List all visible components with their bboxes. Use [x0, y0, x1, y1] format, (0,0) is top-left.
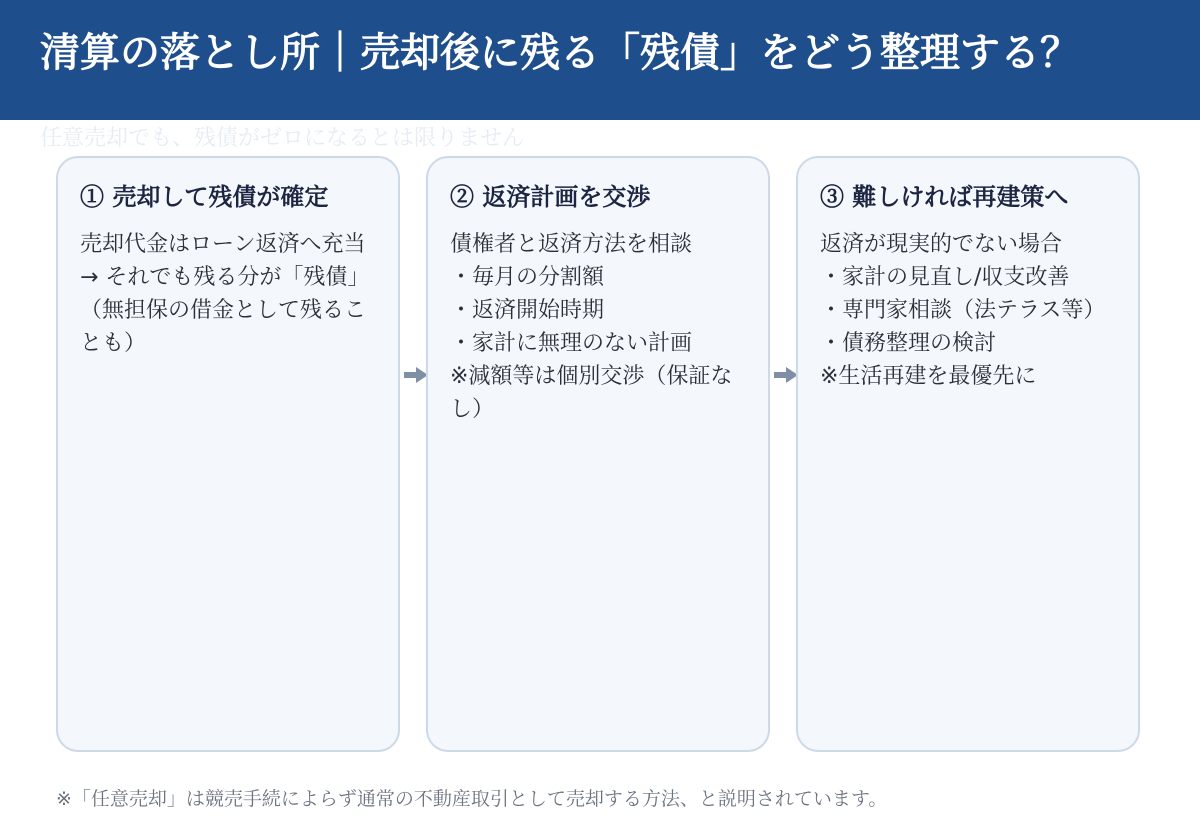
step-card-3-line: ・債務整理の検討 — [820, 331, 997, 356]
step-card-3-title: ③ 難しければ再建策へ — [820, 182, 1069, 211]
step-card-2-title: ② 返済計画を交渉 — [450, 182, 651, 211]
step-card-3-line: ※生活再建を最優先に — [820, 364, 1037, 389]
step-card-1 — [56, 156, 400, 752]
step-card-2-line: ・家計に無理のない計画 — [450, 331, 693, 356]
step-card-1-line: （無担保の借金として残ることも） — [80, 298, 367, 356]
arrow-right-icon — [774, 365, 798, 385]
step-card-1-line: → それでも残る分が「残債」 — [80, 265, 370, 290]
footnote: ※「任意売却」は競売手続によらず通常の不動産取引として売却する方法、と説明されています。 — [56, 788, 888, 810]
step-card-1-lines — [80, 228, 378, 360]
step-card-2-line: ※減額等は個別交渉（保証なし） — [450, 364, 733, 422]
step-card-2-line: 債権者と返済方法を相談 — [450, 232, 693, 257]
step-card-3 — [796, 156, 1140, 752]
page-subtitle: 任意売却でも、残債がゼロになるとは限りません — [40, 126, 525, 151]
step-card-1-title: ① 売却して残債が確定 — [80, 182, 329, 211]
step-card-3-lines — [820, 228, 1118, 393]
page-title: 清算の落とし所｜売却後に残る「残債」をどう整理する？ — [40, 29, 1080, 76]
step-card-2-line: ・返済開始時期 — [450, 298, 605, 323]
step-card-2-line: ・毎月の分割額 — [450, 265, 605, 290]
step-card-3-line: ・家計の見直し/収支改善 — [820, 265, 1070, 290]
step-card-2-lines — [450, 228, 748, 426]
step-card-3-line: ・専門家相談（法テラス等） — [820, 298, 1106, 323]
step-card-3-line: 返済が現実的でない場合 — [820, 232, 1063, 257]
step-card-2 — [426, 156, 770, 752]
step-card-1-line: 売却代金はローン返済へ充当 — [80, 232, 366, 257]
arrow-right-icon — [404, 365, 428, 385]
